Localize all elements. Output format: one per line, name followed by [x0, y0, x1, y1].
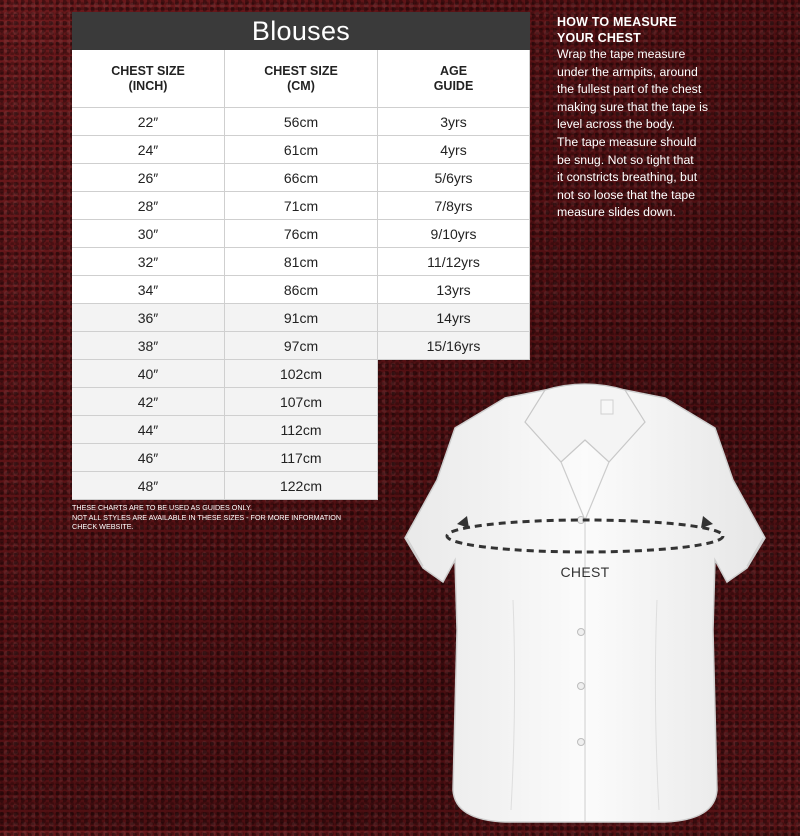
- disclaimer-note: THESE CHARTS ARE TO BE USED AS GUIDES ONLY. NOT ALL STYLES ARE AVAILABLE IN THESE SIZES - FOR MORE INFORMATION CHECK WEBSITE.: [72, 503, 342, 531]
- cell-chest-inch: 24″: [72, 136, 225, 164]
- table-header-row: [72, 50, 530, 108]
- cell-chest-cm: 112cm: [225, 416, 378, 444]
- header-chest-cm: CHEST SIZE (CM): [225, 50, 378, 108]
- how-to-line: Wrap the tape measure: [557, 47, 686, 61]
- cell-chest-inch: 26″: [72, 164, 225, 192]
- cell-chest-inch: 36″: [72, 304, 225, 332]
- table-row: [72, 248, 530, 276]
- cell-chest-inch: 32″: [72, 248, 225, 276]
- cell-age-guide: 7/8yrs: [378, 192, 530, 220]
- header-age-guide: AGE GUIDE: [378, 50, 530, 108]
- table-row: [72, 136, 530, 164]
- cell-age-guide: 13yrs: [378, 276, 530, 304]
- cell-chest-cm: 66cm: [225, 164, 378, 192]
- how-to-line: measure slides down.: [557, 205, 676, 220]
- cell-chest-cm: 81cm: [225, 248, 378, 276]
- cell-chest-inch: 48″: [72, 472, 225, 500]
- blouse-icon: [395, 370, 775, 831]
- cell-age-guide: 3yrs: [378, 108, 530, 136]
- cell-age-guide: 14yrs: [378, 304, 530, 332]
- cell-age-guide: 15/16yrs: [378, 332, 530, 360]
- how-to-line: be snug. Not so tight that: [557, 152, 694, 167]
- how-to-line: it constricts breathing, but: [557, 170, 698, 185]
- cell-chest-inch: 46″: [72, 444, 225, 472]
- cell-chest-cm: 86cm: [225, 276, 378, 304]
- cell-age-guide: 9/10yrs: [378, 220, 530, 248]
- table-row: [72, 192, 530, 220]
- cell-chest-cm: 76cm: [225, 220, 378, 248]
- cell-chest-cm: 61cm: [225, 136, 378, 164]
- cell-age-guide: 4yrs: [378, 136, 530, 164]
- cell-age-guide: 11/12yrs: [378, 248, 530, 276]
- cell-chest-cm: 102cm: [225, 360, 378, 388]
- how-to-line: The tape measure should: [557, 134, 697, 149]
- chest-label: CHEST: [560, 564, 610, 580]
- cell-chest-inch: 30″: [72, 220, 225, 248]
- cell-chest-inch: 38″: [72, 332, 225, 360]
- cell-chest-cm: 56cm: [225, 108, 378, 136]
- cell-chest-inch: 44″: [72, 416, 225, 444]
- blouse-illustration: [395, 370, 775, 831]
- how-to-body: [557, 46, 747, 222]
- table-row: [72, 220, 530, 248]
- table-row: [72, 304, 530, 332]
- header-chest-inch: CHEST SIZE (INCH): [72, 50, 225, 108]
- how-to-line: making sure that the tape is: [557, 99, 709, 114]
- how-to-measure: [557, 14, 747, 222]
- cell-chest-cm: 71cm: [225, 192, 378, 220]
- cell-chest-inch: 22″: [72, 108, 225, 136]
- how-to-line: the fullest part of the chest: [557, 82, 702, 97]
- cell-chest-cm: 117cm: [225, 444, 378, 472]
- table-row: [72, 276, 530, 304]
- cell-age-guide: 5/6yrs: [378, 164, 530, 192]
- how-to-line: under the armpits, around: [557, 64, 698, 79]
- table-row: [72, 164, 530, 192]
- cell-chest-inch: 34″: [72, 276, 225, 304]
- cell-chest-inch: 28″: [72, 192, 225, 220]
- cell-chest-cm: 97cm: [225, 332, 378, 360]
- chart-title: Blouses: [72, 12, 530, 50]
- how-to-line: not so loose that the tape: [557, 187, 696, 202]
- cell-chest-cm: 107cm: [225, 388, 378, 416]
- how-to-title: HOW TO MEASURE YOUR CHEST: [557, 15, 677, 45]
- cell-chest-inch: 42″: [72, 388, 225, 416]
- cell-chest-inch: 40″: [72, 360, 225, 388]
- cell-chest-cm: 91cm: [225, 304, 378, 332]
- cell-chest-cm: 122cm: [225, 472, 378, 500]
- table-row: [72, 108, 530, 136]
- how-to-line: level across the body.: [557, 117, 676, 132]
- table-row: [72, 332, 530, 360]
